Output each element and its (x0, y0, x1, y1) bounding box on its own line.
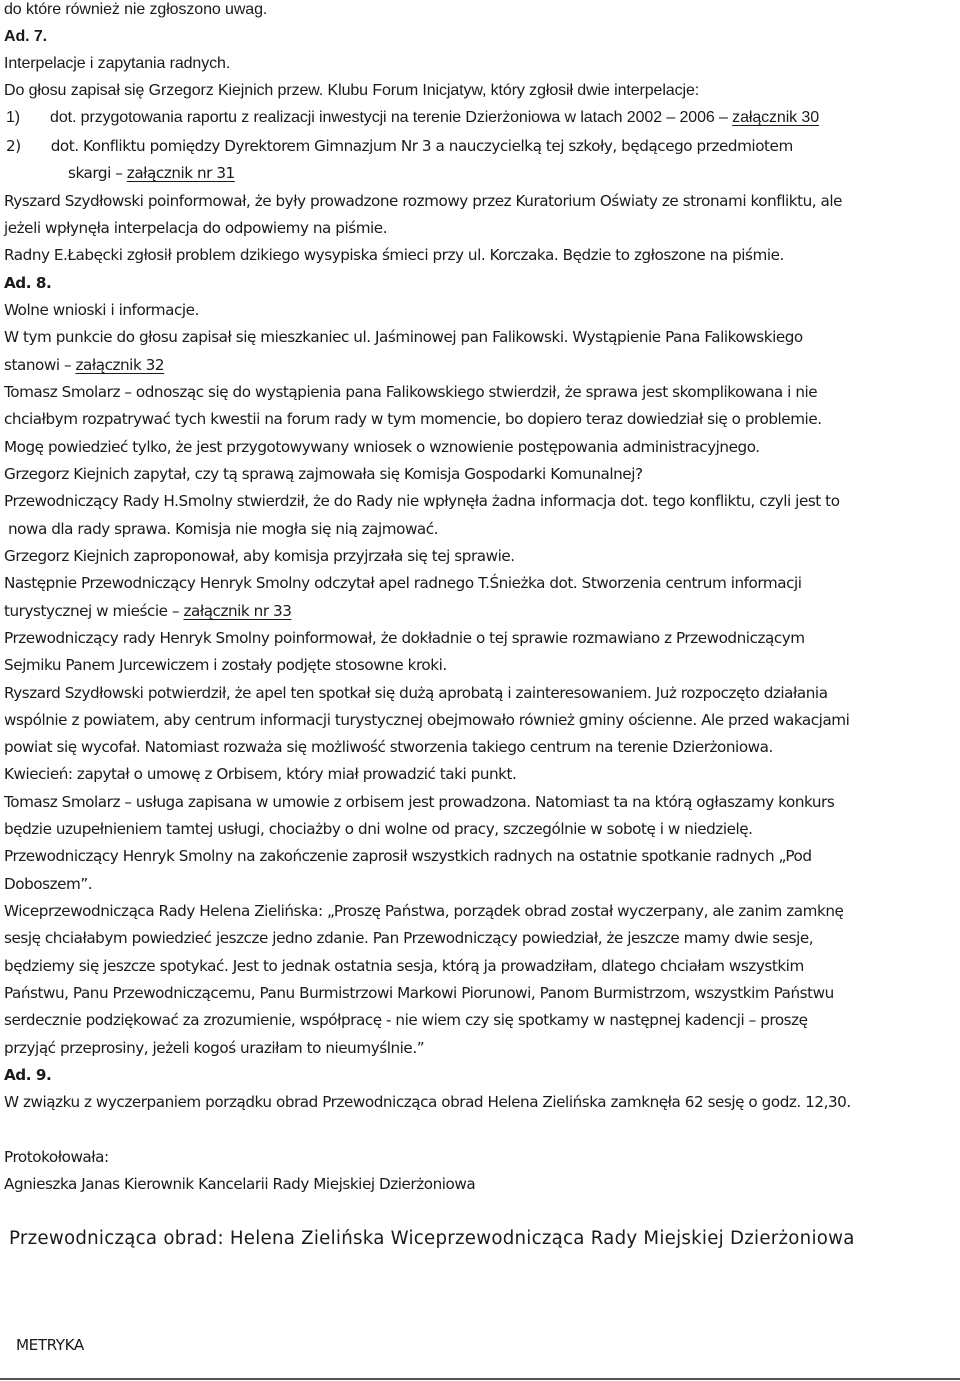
list-item-text: skargi – (68, 164, 127, 182)
attachment-link-32[interactable]: załącznik 32 (75, 356, 165, 374)
paragraph (4, 601, 291, 621)
paragraph: do które również nie zgłoszono uwag. (4, 1, 268, 18)
list-item-continuation (68, 163, 235, 183)
paragraph: Wiceprzewodnicząca Rady Helena Zielińska: „Proszę Państwa, porządek obrad został wyczerpany, ale zanim zamknę (4, 902, 844, 920)
list-item (6, 108, 819, 128)
chairperson-signature: Przewodnicząca obrad: Helena Zielińska Wiceprzewodnicząca Rady Miejskiej Dzierżoniowa (9, 1228, 855, 1249)
paragraph: Grzegorz Kiejnich zapytał, czy tą sprawą zajmowała się Komisja Gospodarki Komunalnej? (4, 465, 643, 483)
paragraph: Do głosu zapisał się Grzegorz Kiejnich przew. Klubu Forum Inicjatyw, który zgłosił dwie interpelacje: (4, 82, 700, 99)
paragraph-text: stanowi – (4, 356, 76, 374)
paragraph-text: turystycznej w mieście – (4, 602, 184, 620)
attachment-link-33[interactable]: załącznik nr 33 (183, 602, 292, 620)
paragraph: Tomasz Smolarz – odnosząc się do wystąpienia pana Falikowskiego stwierdził, że sprawa jest skomplikowana i nie (4, 383, 818, 401)
paragraph: W tym punkcie do głosu zapisał się mieszkaniec ul. Jaśminowej pan Falikowski. Wystąpienie Pana Falikowskiego (4, 328, 803, 346)
paragraph: Sejmiku Panem Jurcewiczem i zostały podjęte stosowne kroki. (4, 656, 447, 674)
signature-name: Agnieszka Janas Kierownik Kancelarii Rady Miejskiej Dzierżoniowa (4, 1175, 476, 1193)
paragraph: będziemy się jeszcze spotykać. Jest to jednak ostatnia sesja, którą ja prowadziłam, dlatego chciałam wszystkim (4, 957, 804, 975)
metadata-label: METRYKA (16, 1336, 84, 1354)
section-heading-ad7: Ad. 7. (4, 28, 47, 45)
paragraph: sesję chciałabym powiedzieć jeszcze jedno zdanie. Pan Przewodniczący powiedział, że jeszcze mamy dwie sesje, (4, 929, 814, 947)
paragraph: Następnie Przewodniczący Henryk Smolny odczytał apel radnego T.Śnieżka dot. Stworzenia centrum informacji (4, 574, 802, 592)
paragraph: przyjąć przeprosiny, jeżeli kogoś uraziłam to nieumyślnie.” (4, 1039, 425, 1057)
paragraph: nowa dla rady sprawa. Komisja nie mogła się nią zajmować. (8, 520, 439, 538)
paragraph: Grzegorz Kiejnich zaproponował, aby komisja przyjrzała się tej sprawie. (4, 547, 515, 565)
paragraph: Przewodniczący rady Henryk Smolny poinformował, że dokładnie o tej sprawie rozmawiano z Przewodniczącym (4, 629, 805, 647)
paragraph: powiat się wycofał. Natomiast rozważa się możliwość stworzenia takiego centrum na terenie Dzierżoniowa. (4, 738, 773, 756)
paragraph: Ryszard Szydłowski potwierdził, że apel ten spotkał się dużą aprobatą i zainteresowaniem. Już rozpoczęto działania (4, 684, 828, 702)
list-item (6, 136, 793, 156)
paragraph: Interpelacje i zapytania radnych. (4, 55, 231, 72)
paragraph: wspólnie z powiatem, aby centrum informacji turystycznej obejmowało również gminy ościenne. Ale przed wakacjami (4, 711, 850, 729)
attachment-link-30[interactable]: załącznik 30 (732, 109, 820, 126)
paragraph: chciałbym rozpatrywać tych kwestii na forum rady w tym momencie, bo dopiero teraz dowiedział się o problemie. (4, 410, 822, 428)
attachment-link-31[interactable]: załącznik nr 31 (126, 164, 235, 182)
section-heading-ad8: Ad. 8. (4, 274, 52, 292)
list-item-text: dot. Konfliktu pomiędzy Dyrektorem Gimnazjum Nr 3 a nauczycielką tej szkoły, będącego przedmiotem (50, 137, 793, 155)
section-heading-ad9: Ad. 9. (4, 1066, 52, 1084)
paragraph: Państwu, Panu Przewodniczącemu, Panu Burmistrzowi Markowi Piorunowi, Panom Burmistrzom, wszystkim Państwu (4, 984, 834, 1002)
paragraph: będzie uzupełnieniem tamtej usługi, chociażby o dni wolne od pracy, szczególnie w sobotę i w niedzielę. (4, 820, 753, 838)
paragraph: Wolne wnioski i informacje. (4, 301, 199, 319)
list-item-number: 1) (6, 109, 21, 126)
paragraph (4, 355, 164, 375)
paragraph: Przewodniczący Rady H.Smolny stwierdził, że do Rady nie wpłynęła żadna informacja dot. tego konfliktu, czyli jest to (4, 492, 840, 510)
page-bottom-rule (0, 1378, 960, 1380)
paragraph: Mogę powiedzieć tylko, że jest przygotowywany wniosek o wznowienie postępowania administracyjnego. (4, 438, 760, 456)
list-item-number: 2) (6, 137, 21, 155)
paragraph: Ryszard Szydłowski poinformował, że były prowadzone rozmowy przez Kuratorium Oświaty ze stronami konfliktu, ale (4, 192, 843, 210)
paragraph: serdecznie podziękować za zrozumienie, współpracę - nie wiem czy się spotkamy w następnej kadencji – proszę (4, 1011, 808, 1029)
paragraph: jeżeli wpłynęła interpelacja do odpowiemy na piśmie. (4, 219, 388, 237)
signature-label: Protokołowała: (4, 1148, 109, 1166)
paragraph: W związku z wyczerpaniem porządku obrad Przewodnicząca obrad Helena Zielińska zamknęła 62 sesję o godz. 12,30. (4, 1093, 851, 1111)
list-item-text: dot. przygotowania raportu z realizacji inwestycji na terenie Dzierżoniowa w latach 2002 – 2006 – (50, 109, 733, 126)
paragraph: Tomasz Smolarz – usługa zapisana w umowie z orbisem jest prowadzona. Natomiast ta na którą ogłaszamy konkurs (4, 793, 835, 811)
paragraph: Kwiecień: zapytał o umowę z Orbisem, który miał prowadzić taki punkt. (4, 765, 517, 783)
paragraph: Doboszem”. (4, 875, 93, 893)
paragraph: Przewodniczący Henryk Smolny na zakończenie zaprosił wszystkich radnych na ostatnie spotkanie radnych „Pod (4, 847, 812, 865)
paragraph: Radny E.Łabęcki zgłosił problem dzikiego wysypiska śmieci przy ul. Korczaka. Będzie to zgłoszone na piśmie. (4, 246, 784, 264)
